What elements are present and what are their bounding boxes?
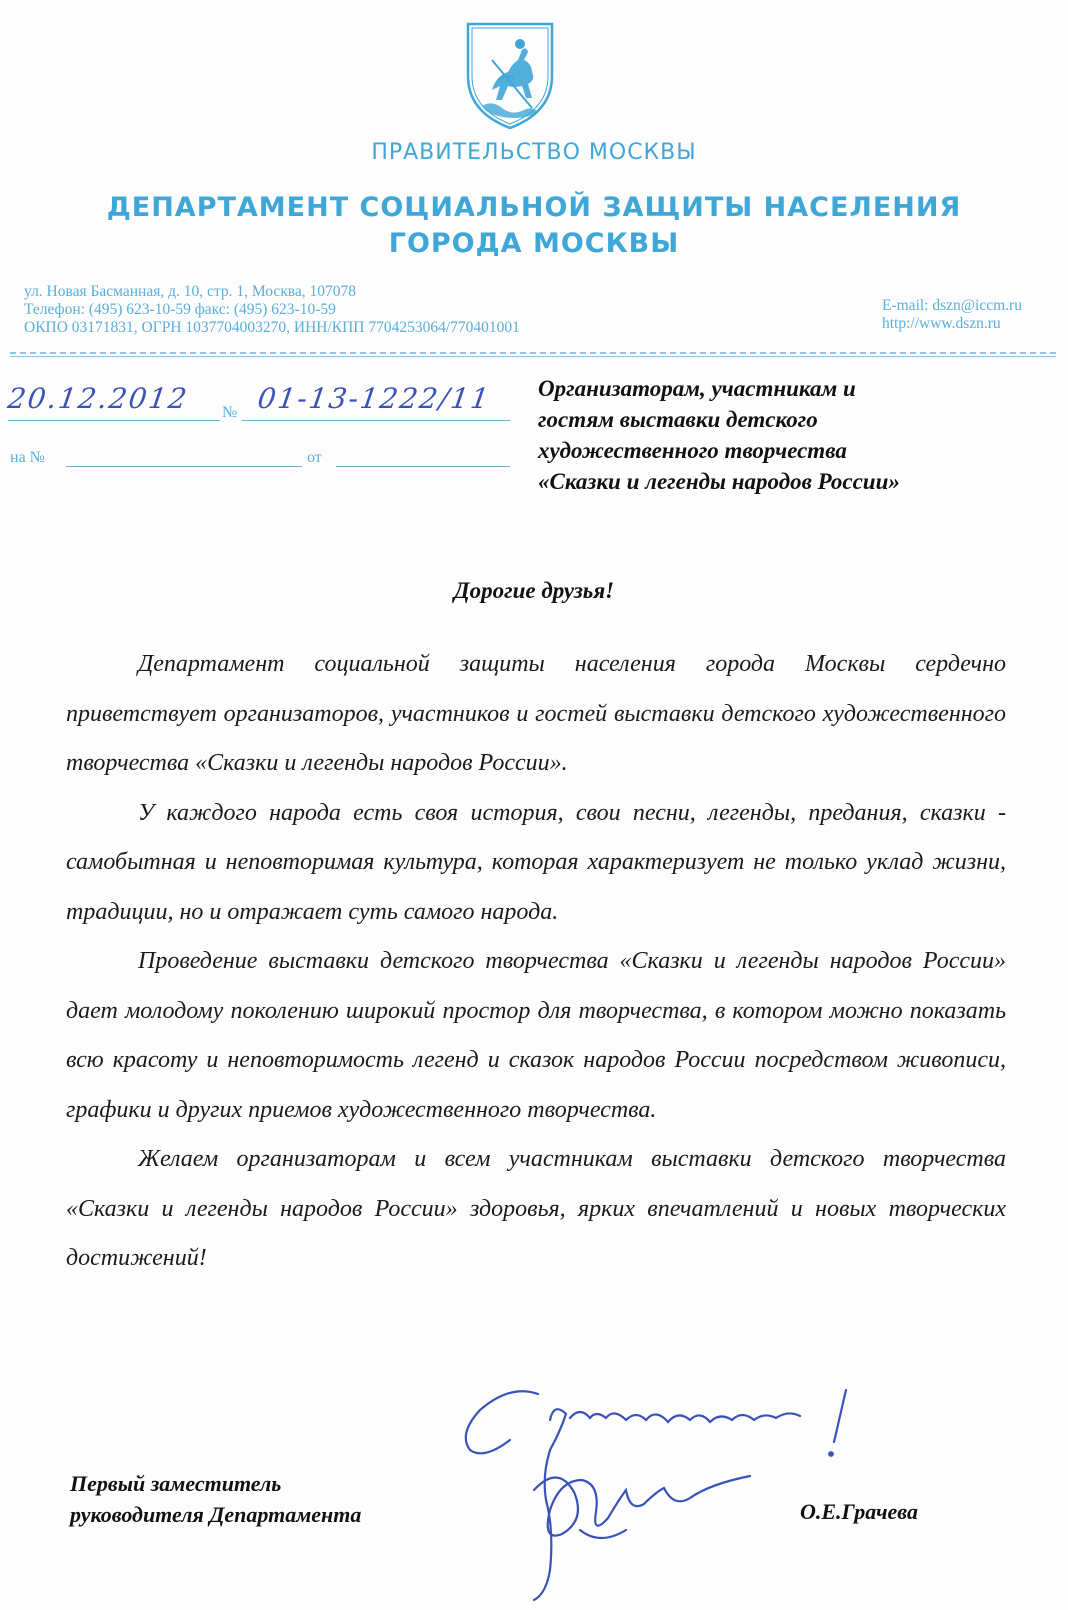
position-line: руководителя Департамента — [70, 1502, 362, 1527]
letter-body — [66, 640, 1006, 1284]
greeting: Дорогие друзья! — [453, 578, 615, 603]
phone-fax-line: Телефон: (495) 623-10-59 факс: (495) 623-10-59 — [24, 301, 336, 318]
department-title-line2: ГОРОДА МОСКВЫ — [388, 228, 680, 259]
date-underline — [8, 420, 220, 421]
registration-number: 01-13-1222/11 — [255, 382, 493, 415]
contacts-block — [882, 297, 1022, 333]
body-paragraph: Департамент социальной защиты населения города Москвы сердечно приветствует организаторов, участников и гостей выставки детского художественного творчества «Сказки и легенды народов России». — [66, 651, 1006, 776]
addressee-line: «Сказки и легенды народов России» — [538, 469, 900, 494]
registration-date: 20.12.2012 — [5, 382, 191, 415]
body-paragraph: Желаем организаторам и всем участникам выставки детского творчества «Сказки и легенды народов России» здоровья, ярких впечатлений и новых творческих достижений! — [66, 1146, 1006, 1271]
header-divider-thin — [10, 356, 1056, 357]
addressee-line: художественного творчества — [538, 438, 847, 463]
ref-date-underline — [336, 466, 510, 467]
header-divider — [10, 352, 1056, 354]
addressee-line: Организаторам, участникам и — [538, 376, 856, 401]
department-title-line1: ДЕПАРТАМЕНТ СОЦИАЛЬНОЙ ЗАЩИТЫ НАСЕЛЕНИЯ — [106, 192, 962, 223]
moscow-coat-of-arms-icon — [462, 20, 558, 132]
addressee-block — [538, 373, 1058, 497]
email: E-mail: dszn@iccm.ru — [882, 297, 1022, 314]
address-block — [24, 283, 520, 337]
number-underline — [242, 420, 510, 421]
address-line: ул. Новая Басманная, д. 10, стр. 1, Москва, 107078 — [24, 283, 357, 300]
government-title: ПРАВИТЕЛЬСТВО МОСКВЫ — [371, 140, 697, 165]
body-paragraph: Проведение выставки детского творчества «Сказки и легенды народов России» дает молодому поколению широкий простор для творчества, в котором можно показать всю красоту и неповторимость легенд и сказок народов России посредством живописи, графики и других приемов художественного творчества. — [66, 948, 1006, 1123]
addressee-line: гостям выставки детского — [538, 407, 818, 432]
number-label: № — [222, 404, 238, 421]
website: http://www.dszn.ru — [882, 315, 1001, 332]
handwritten-signature — [450, 1380, 910, 1610]
ref-number-underline — [66, 466, 302, 467]
position-line: Первый заместитель — [70, 1471, 282, 1496]
codes-line: ОКПО 03171831, ОГРН 1037704003270, ИНН/КПП 7704253064/770401001 — [24, 319, 520, 336]
signatory-name: О.Е.Грачева — [800, 1499, 918, 1524]
ref-number-label: на № — [10, 449, 45, 466]
ref-date-label: от — [307, 449, 322, 466]
body-paragraph: У каждого народа есть своя история, свои песни, легенды, предания, сказки - самобытная и неповторимая культура, которая характеризует не только уклад жизни, традиции, но и отражает суть самого народа. — [66, 799, 1006, 925]
signatory-position — [70, 1468, 361, 1530]
